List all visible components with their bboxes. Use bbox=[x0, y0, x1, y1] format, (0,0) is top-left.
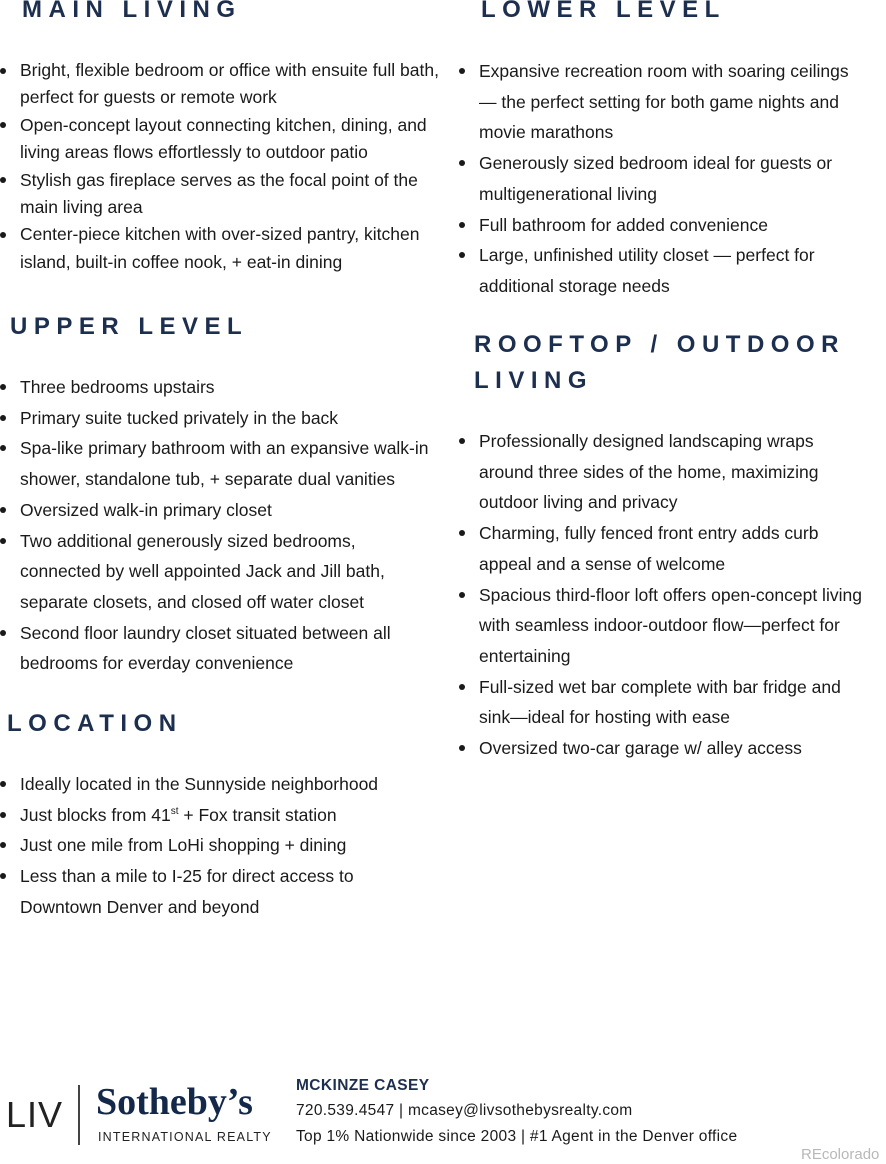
heading-rooftop-outdoor bbox=[474, 327, 845, 399]
sothebys-logo bbox=[6, 1081, 276, 1150]
list-item: Expansive recreation room with soaring ceilings — the perfect setting for both game nights and movie marathons bbox=[459, 56, 869, 148]
list-item bbox=[0, 800, 440, 831]
logo-liv-text: LIV bbox=[6, 1094, 64, 1135]
list-item: Oversized walk-in primary closet bbox=[0, 495, 440, 526]
list-item-text: + Fox transit station bbox=[178, 804, 337, 825]
agent-info bbox=[296, 1074, 737, 1150]
list-item: Oversized two-car garage w/ alley access bbox=[459, 733, 869, 764]
list-item: Three bedrooms upstairs bbox=[0, 372, 440, 403]
list-upper-level bbox=[0, 372, 440, 679]
heading-rooftop-line1: ROOFTOP / OUTDOOR bbox=[474, 331, 845, 358]
list-location bbox=[0, 769, 440, 923]
heading-main-living: MAIN LIVING bbox=[22, 0, 242, 23]
list-item: Second floor laundry closet situated between all bedrooms for everday convenience bbox=[0, 618, 440, 679]
heading-rooftop-line2: LIVING bbox=[474, 367, 594, 394]
logo-sub-text: INTERNATIONAL REALTY bbox=[98, 1130, 272, 1144]
agent-contact: 720.539.4547 | mcasey@livsothebysrealty.com bbox=[296, 1102, 633, 1119]
list-item: Center-piece kitchen with over-sized pantry, kitchen island, built-in coffee nook, + eat-in dining bbox=[0, 221, 440, 276]
list-item: Charming, fully fenced front entry adds curb appeal and a sense of welcome bbox=[459, 518, 869, 579]
list-item: Less than a mile to I-25 for direct access to Downtown Denver and beyond bbox=[0, 861, 440, 922]
list-item: Stylish gas fireplace serves as the focal point of the main living area bbox=[0, 167, 440, 222]
ordinal-suffix: st bbox=[170, 805, 179, 817]
list-item: Spacious third-floor loft offers open-concept living with seamless indoor-outdoor flow—perfect for entertaining bbox=[459, 580, 869, 672]
list-rooftop-outdoor bbox=[459, 426, 869, 764]
heading-location: LOCATION bbox=[7, 710, 183, 737]
list-item-text: Just blocks from 41 bbox=[20, 804, 171, 825]
list-item: Generously sized bedroom ideal for guests or multigenerational living bbox=[459, 148, 869, 209]
list-item: Open-concept layout connecting kitchen, dining, and living areas flows effortlessly to outdoor patio bbox=[0, 112, 440, 167]
list-item: Bright, flexible bedroom or office with ensuite full bath, perfect for guests or remote work bbox=[0, 57, 440, 112]
list-main-living bbox=[0, 57, 440, 276]
watermark: REcolorado bbox=[801, 1146, 880, 1163]
list-item: Spa-like primary bathroom with an expansive walk-in shower, standalone tub, + separate dual vanities bbox=[0, 433, 440, 494]
list-item: Two additional generously sized bedrooms, connected by well appointed Jack and Jill bath, separate closets, and closed off water closet bbox=[0, 526, 440, 618]
list-lower-level bbox=[459, 56, 869, 302]
list-item: Just one mile from LoHi shopping + dining bbox=[0, 830, 440, 861]
list-item: Primary suite tucked privately in the back bbox=[0, 403, 440, 434]
logo-divider bbox=[78, 1085, 80, 1145]
logo-brand-text: Sotheby’s bbox=[96, 1081, 253, 1123]
heading-upper-level: UPPER LEVEL bbox=[10, 313, 249, 340]
list-item: Large, unfinished utility closet — perfect for additional storage needs bbox=[459, 240, 869, 301]
list-item: Full bathroom for added convenience bbox=[459, 210, 869, 241]
heading-lower-level: LOWER LEVEL bbox=[481, 0, 726, 23]
list-item: Full-sized wet bar complete with bar fridge and sink—ideal for hosting with ease bbox=[459, 672, 869, 733]
list-item: Ideally located in the Sunnyside neighborhood bbox=[0, 769, 440, 800]
agent-tagline: Top 1% Nationwide since 2003 | #1 Agent in the Denver office bbox=[296, 1128, 738, 1145]
agent-name: MCKINZE CASEY bbox=[296, 1077, 430, 1094]
list-item: Professionally designed landscaping wraps around three sides of the home, maximizing outdoor living and privacy bbox=[459, 426, 869, 518]
